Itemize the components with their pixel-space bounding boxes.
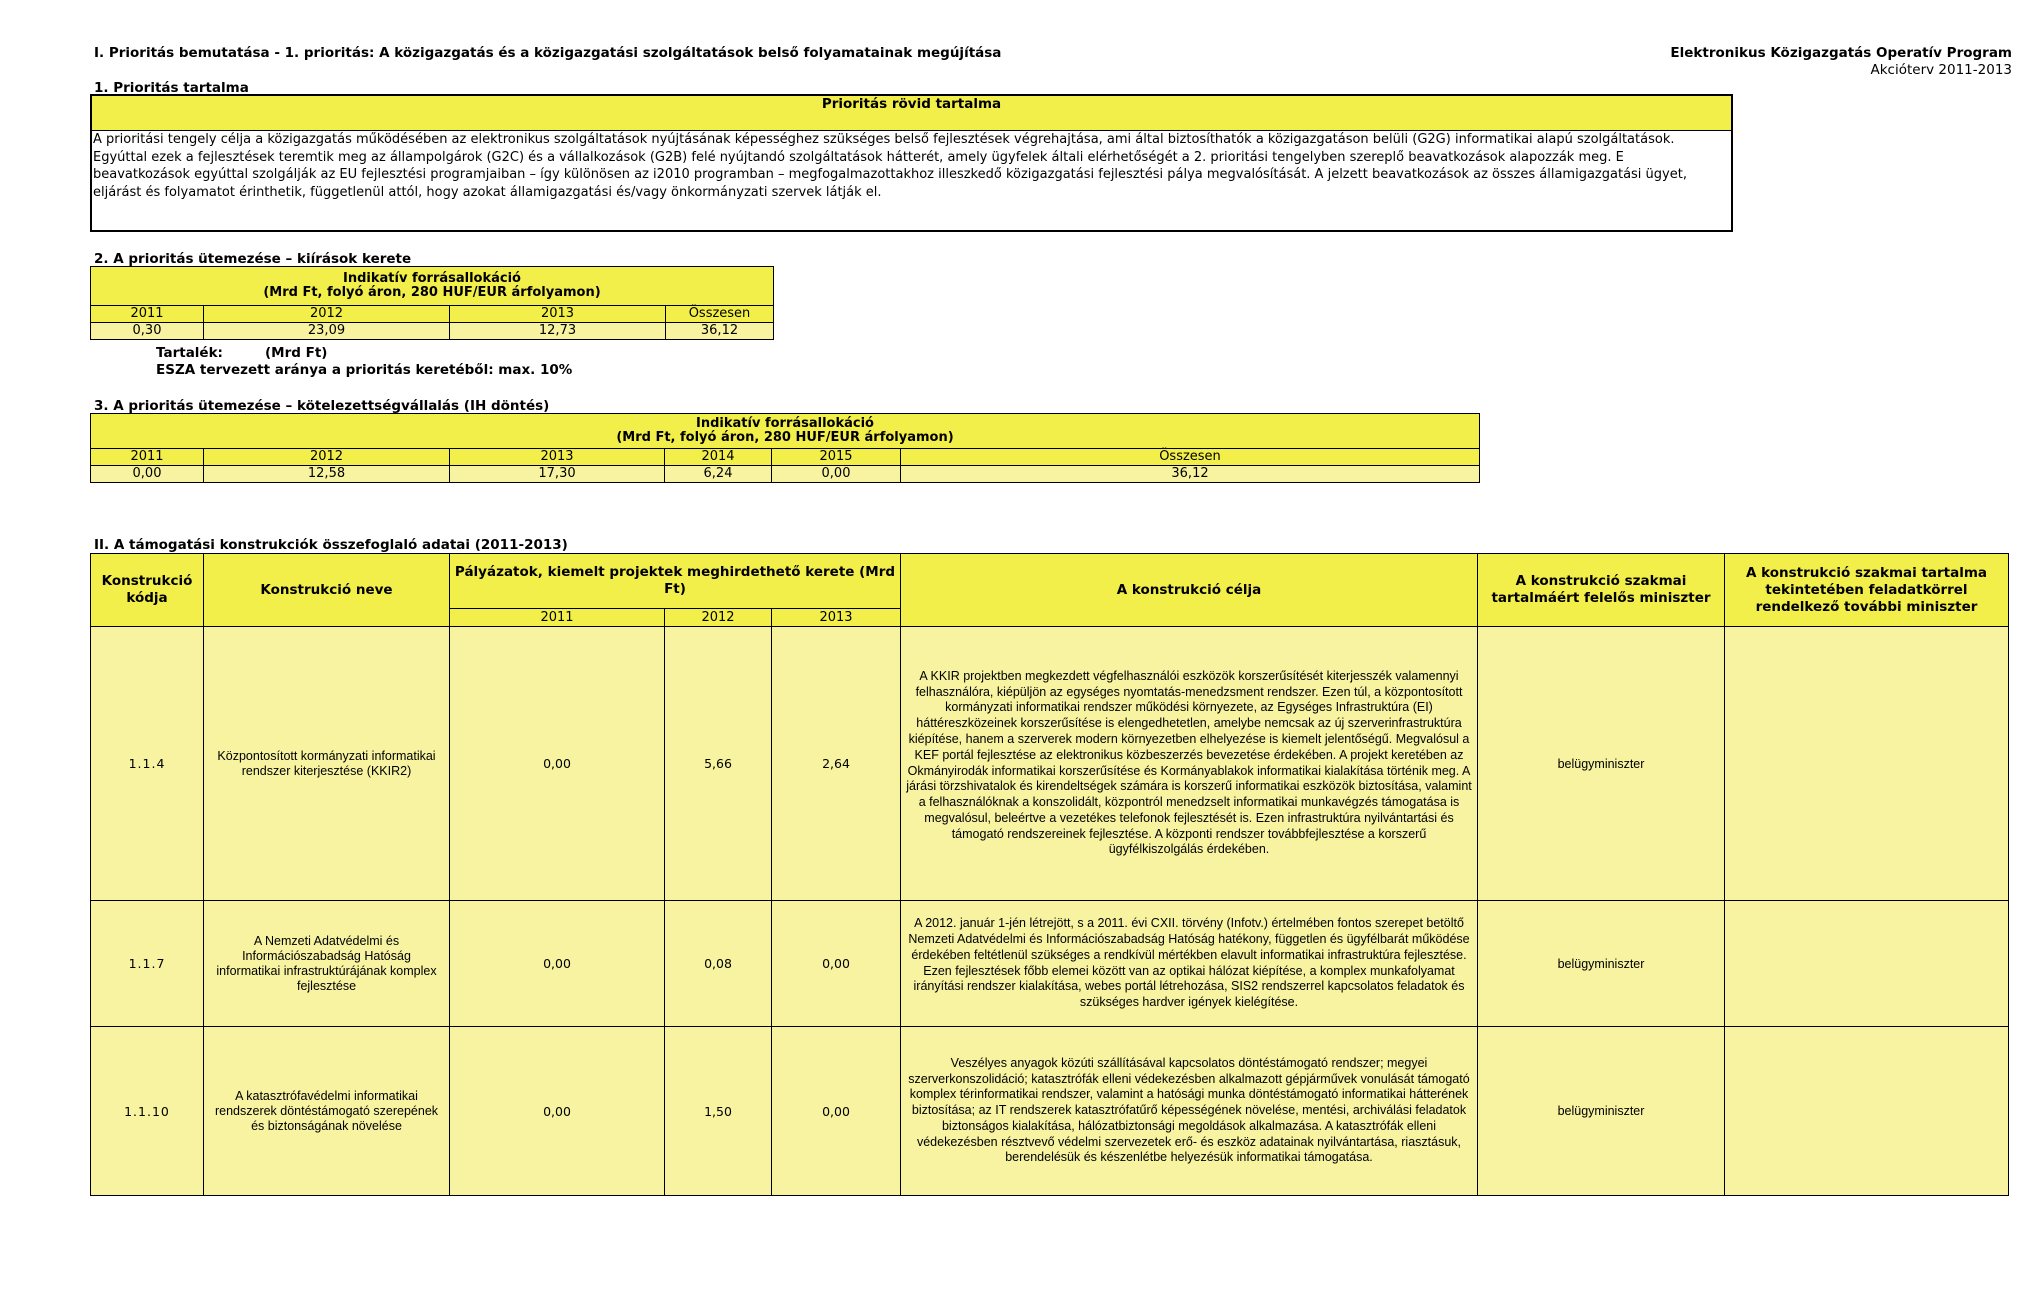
commitment-table-title [91, 414, 1480, 449]
total-header: Összesen [666, 306, 774, 323]
value-cell: 0,30 [91, 323, 204, 340]
frame-2011: 0,00 [450, 1027, 665, 1196]
allocation-table-title [91, 267, 774, 306]
construction-name: A katasztrófavédelmi informatikai rendszerek döntéstámogató szerepének és biztonságának növelése [204, 1027, 450, 1196]
responsible-minister: belügyminiszter [1478, 627, 1725, 901]
construction-code: 1.1.4 [91, 627, 204, 901]
summary-line: Egyúttal ezek a fejlesztések teremtik meg az állampolgárok (G2C) és a vállalkozások (G2B) felé nyújtandó szolgáltatások hátterét, amely ügyfelek általi elérhetőségét a 2. prioritási tengelyben szereplő beavatkozások alapozzák meg. E [93, 149, 1624, 165]
value-cell: 12,73 [450, 323, 666, 340]
year-header: 2013 [450, 449, 665, 466]
year-header: 2012 [204, 449, 450, 466]
commitment-title-line: Indikatív forrásallokáció [696, 416, 874, 431]
summary-line: eljárást és folyamatot érinthetik, függetlenül attól, hogy azokat államigazgatási és/vagy önkormányzati szervek látják el. [93, 184, 882, 200]
year-header: 2012 [665, 609, 772, 627]
value-cell: 0,00 [772, 466, 901, 483]
section1-title: 1. Prioritás tartalma [94, 80, 249, 96]
priority-summary-text [92, 131, 1731, 201]
summary-line: beavatkozások egyúttal szolgálják az EU fejlesztési programjaiban – így különösen az i2010 programban – megfogalmazottakhoz illeszkedő közigazgatási fejlesztési pálya megvalósítását. A jelzett beavatkozások az összes államigazgatási ügyet, [93, 167, 1687, 182]
frame-2012: 0,08 [665, 901, 772, 1027]
reserve-label: Tartalék: [156, 345, 223, 361]
year-header: 2014 [665, 449, 772, 466]
col-header-other-minister: A konstrukció szakmai tartalma tekintetében feladatkörrel rendelkező további miniszter [1725, 554, 2009, 627]
section2-title: 2. A prioritás ütemezése – kiírások kerete [94, 251, 412, 267]
allocation-table-calls [90, 266, 774, 340]
total-cell: 36,12 [901, 466, 1480, 483]
table-row [91, 627, 2009, 901]
year-header: 2011 [91, 449, 204, 466]
other-minister [1725, 627, 2009, 901]
col-header-frame: Pályázatok, kiemelt projektek meghirdethető kerete (Mrd Ft) [450, 554, 901, 609]
section3-title: 3. A prioritás ütemezése – kötelezettségvállalás (IH döntés) [94, 398, 550, 414]
construction-goal: Veszélyes anyagok közúti szállításával kapcsolatos döntéstámogató rendszer; megyei szerverkonszolidáció; katasztrófák elleni védekezésben alkalmazott gépjárművek vonulását támogató komplex térinformatikai rendszer, valamint a hatósági munka döntéstámogató informatikai hátterének biztosítása; az IT rendszerek katasztrófatűrő képességének növelése, mentési, archiválási feladatok biztonságos kialakítása, hálózatbiztonsági megoldások alkalmazása. A katasztrófák elleni védekezésben résztvevő védelmi szervezetek erő- és eszköz adatainak nyilvántartása, riasztásuk, berendelésük és készenlétbe helyezésük informatikai támogatása. [901, 1027, 1478, 1196]
year-header: 2012 [204, 306, 450, 323]
col-header-name: Konstrukció neve [204, 554, 450, 627]
value-cell: 6,24 [665, 466, 772, 483]
year-header: 2011 [91, 306, 204, 323]
value-cell: 17,30 [450, 466, 665, 483]
construction-code: 1.1.7 [91, 901, 204, 1027]
year-header: 2013 [772, 609, 901, 627]
col-header-goal: A konstrukció célja [901, 554, 1478, 627]
responsible-minister: belügyminiszter [1478, 1027, 1725, 1196]
allocation-title-line: Indikatív forrásallokáció [343, 271, 521, 286]
table-row [91, 1027, 2009, 1196]
section4-title: II. A támogatási konstrukciók összefoglaló adatai (2011-2013) [94, 537, 568, 553]
constructions-table [90, 553, 2009, 1196]
value-cell: 12,58 [204, 466, 450, 483]
frame-2013: 2,64 [772, 627, 901, 901]
program-subtitle: Akcióterv 2011-2013 [1870, 62, 2012, 78]
reserve-unit: (Mrd Ft) [265, 345, 328, 361]
program-title: Elektronikus Közigazgatás Operatív Program [1670, 45, 2012, 61]
summary-line: A prioritási tengely célja a közigazgatás működésében az elektronikus szolgáltatások nyújtásának képességhez szükséges belső fejlesztések végrehajtása, ami által biztosíthatók a közigazgatáson belüli (G2G) informatikai alapú szolgáltatások. [93, 132, 1675, 147]
col-header-minister: A konstrukció szakmai tartalmáért felelős miniszter [1478, 554, 1725, 627]
other-minister [1725, 1027, 2009, 1196]
construction-name: A Nemzeti Adatvédelmi és Információszabadság Hatóság informatikai infrastruktúrájának komplex fejlesztése [204, 901, 450, 1027]
total-cell: 36,12 [666, 323, 774, 340]
frame-2011: 0,00 [450, 901, 665, 1027]
page-title: I. Prioritás bemutatása - 1. prioritás: A közigazgatás és a közigazgatási szolgáltatások belső folyamatainak megújítása [94, 45, 1002, 61]
value-cell: 0,00 [91, 466, 204, 483]
priority-summary-box [90, 94, 1733, 232]
responsible-minister: belügyminiszter [1478, 901, 1725, 1027]
year-header: 2015 [772, 449, 901, 466]
frame-2013: 0,00 [772, 901, 901, 1027]
construction-goal: A 2012. január 1-jén létrejött, s a 2011. évi CXII. törvény (Infotv.) értelmében fontos szerepet betöltő Nemzeti Adatvédelmi és Információszabadság Hatóság hatékony, független és ügyfélbarát működése érdekében feltétlenül szükséges a rendkívül mértékben elavult informatikai infrastruktúra fejlesztése. Ezen fejlesztések főbb elemei között van az optikai hálózat kiépítése, a komplex munkafolyamat irányítási rendszer kialakítása, webes portál létrehozása, SIS2 rendszerrel kapcsolatos feladatok és szükséges hardver igények kielégítése. [901, 901, 1478, 1027]
priority-summary-header: Prioritás rövid tartalma [92, 96, 1731, 131]
allocation-table-commitments [90, 413, 1480, 483]
total-header: Összesen [901, 449, 1480, 466]
year-header: 2011 [450, 609, 665, 627]
construction-code: 1.1.10 [91, 1027, 204, 1196]
frame-2012: 5,66 [665, 627, 772, 901]
commitment-title-line: (Mrd Ft, folyó áron, 280 HUF/EUR árfolyamon) [616, 430, 954, 445]
allocation-title-line: (Mrd Ft, folyó áron, 280 HUF/EUR árfolyamon) [263, 285, 601, 300]
frame-2013: 0,00 [772, 1027, 901, 1196]
construction-goal: A KKIR projektben megkezdett végfelhasználói eszközök korszerűsítését kiterjesszék valamennyi felhasználóra, kiépüljön az egységes nyomtatás-menedzsment rendszer. Ezen túl, a központosított kormányzati informatikai rendszer működési környezete, az Egységes Infrastruktúra (EI) háttéreszközeinek korszerűsítése is elengedhetetlen, amelybe nemcsak az új szerverinfrastruktúra kiépítése, hanem a szerverek modern környezetben elhelyezése is kiemelt jelentőségű. Megvalósul a KEF portál fejlesztése az elektronikus közbeszerzés bevezetése érdekében. A projekt keretében az Okmányirodák informatikai korszerűsítése és Kormányablakok informatikai kialakítása történik meg. A járási törzshivatalok és kirendeltségek számára is korszerű informatikai eszközök biztosítása, valamint a felhasználóknak a konszolidált, központról menedzselt informatikai munkavégzés támogatása is megvalósul, beleértve a vezetékes telefonok fejlesztését is. Ezen infrastruktúra nyilvántartási és támogató rendszereinek fejlesztése. A központi rendszer továbbfejlesztése a korszerű ügyfélkiszolgálás érdekében. [901, 627, 1478, 901]
year-header: 2013 [450, 306, 666, 323]
construction-name: Központosított kormányzati informatikai rendszer kiterjesztése (KKIR2) [204, 627, 450, 901]
other-minister [1725, 901, 2009, 1027]
frame-2011: 0,00 [450, 627, 665, 901]
frame-2012: 1,50 [665, 1027, 772, 1196]
table-row [91, 901, 2009, 1027]
value-cell: 23,09 [204, 323, 450, 340]
col-header-code: Konstrukció kódja [91, 554, 204, 627]
esza-note: ESZA tervezett aránya a prioritás keretéből: max. 10% [156, 362, 573, 378]
